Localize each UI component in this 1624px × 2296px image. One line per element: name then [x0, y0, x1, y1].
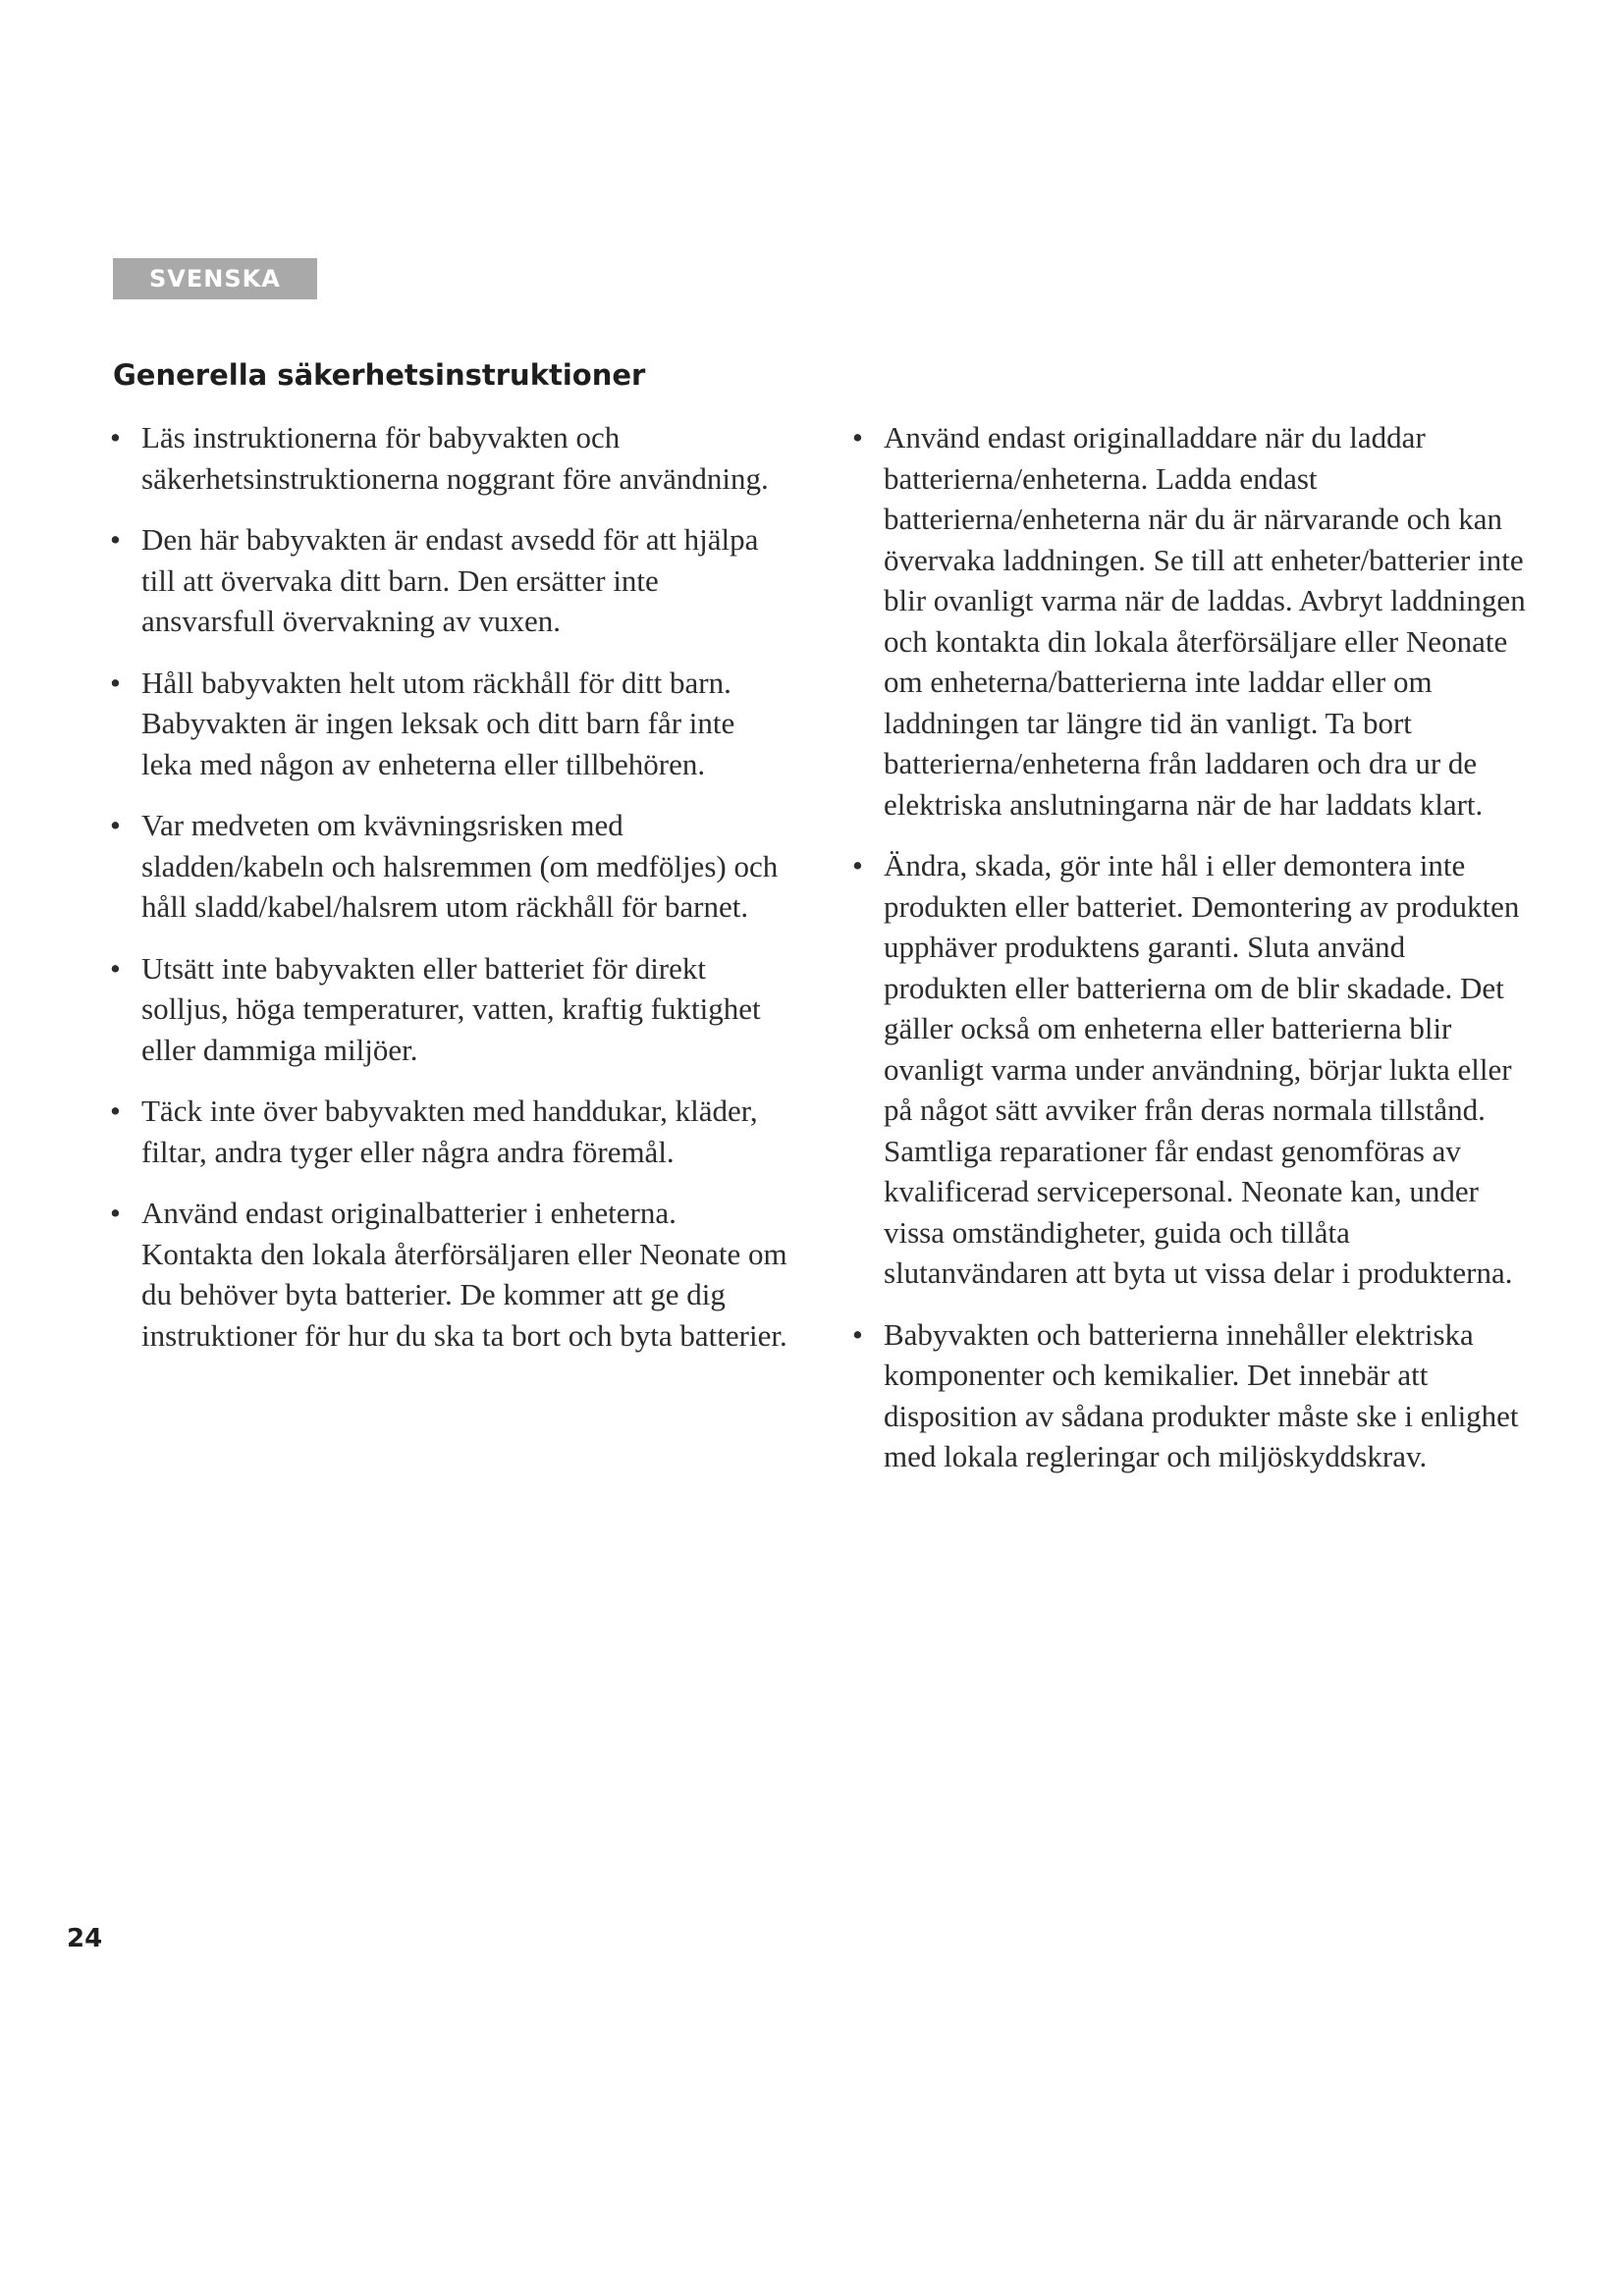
- instruction-item: • Använd endast originalladdare när du laddar batterierna/enheterna. Ladda endast batterierna/enheterna när du är närvarande och kan övervaka laddningen. Se till att enheter/batterier inte blir ovanligt varma när de laddas. Avbryt laddningen och kontakta din lokala återförsäljare eller Neonate om enheterna/batterierna inte laddar eller om laddningen tar längre tid än vanligt. Ta bort batterierna/enheterna från laddaren och dra ur de elektriska anslutningarna när de har laddats klart.: [852, 417, 1530, 825]
- right-instruction-list: [852, 417, 1530, 1498]
- page-number: 24: [67, 1924, 103, 1953]
- instruction-item: • Håll babyvakten helt utom räckhåll för ditt barn. Babyvakten är ingen leksak och ditt barn får inte leka med någon av enheterna eller tillbehören.: [110, 663, 787, 785]
- instruction-item: • Använd endast originalbatterier i enheterna. Kontakta den lokala återförsäljaren eller Neonate om du behöver byta batterier. De kommer att ge dig instruktioner för hur du ska ta bort och byta batterier.: [110, 1193, 787, 1356]
- language-section-tab: SVENSKA: [113, 258, 317, 299]
- instruction-item: • Var medveten om kvävningsrisken med sladden/kabeln och halsremmen (om medföljes) och håll sladd/kabel/halsrem utom räckhåll för barnet.: [110, 805, 787, 928]
- instruction-item: • Babyvakten och batterierna innehåller elektriska komponenter och kemikalier. Det innebär att disposition av sådana produkter måste ske i enlighet med lokala regleringar och miljöskyddskrav.: [852, 1314, 1530, 1477]
- instruction-item: • Täck inte över babyvakten med handdukar, kläder, filtar, andra tyger eller några andra föremål.: [110, 1091, 787, 1172]
- instruction-item: • Läs instruktionerna för babyvakten och säkerhetsinstruktionerna noggrant före användning.: [110, 417, 787, 499]
- page-heading: Generella säkerhetsinstruktioner: [113, 358, 646, 392]
- instruction-item: • Utsätt inte babyvakten eller batteriet för direkt solljus, höga temperaturer, vatten, kraftig fuktighet eller dammiga miljöer.: [110, 948, 787, 1071]
- left-instruction-list: [110, 417, 787, 1376]
- instruction-item: • Ändra, skada, gör inte hål i eller demontera inte produkten eller batteriet. Demontering av produkten upphäver produktens garanti. Sluta använd produkten eller batterierna om de blir skadade. Det gäller också om enheterna eller batterierna blir ovanligt varma under användning, börjar lukta eller på något sätt avviker från deras normala tillstånd. Samtliga reparationer får endast genomföras av kvalificerad servicepersonal. Neonate kan, under vissa omständigheter, guida och tillåta slutanvändaren att byta ut vissa delar i produkterna.: [852, 845, 1530, 1294]
- instruction-item: • Den här babyvakten är endast avsedd för att hjälpa till att övervaka ditt barn. Den ersätter inte ansvarsfull övervakning av vuxen.: [110, 519, 787, 642]
